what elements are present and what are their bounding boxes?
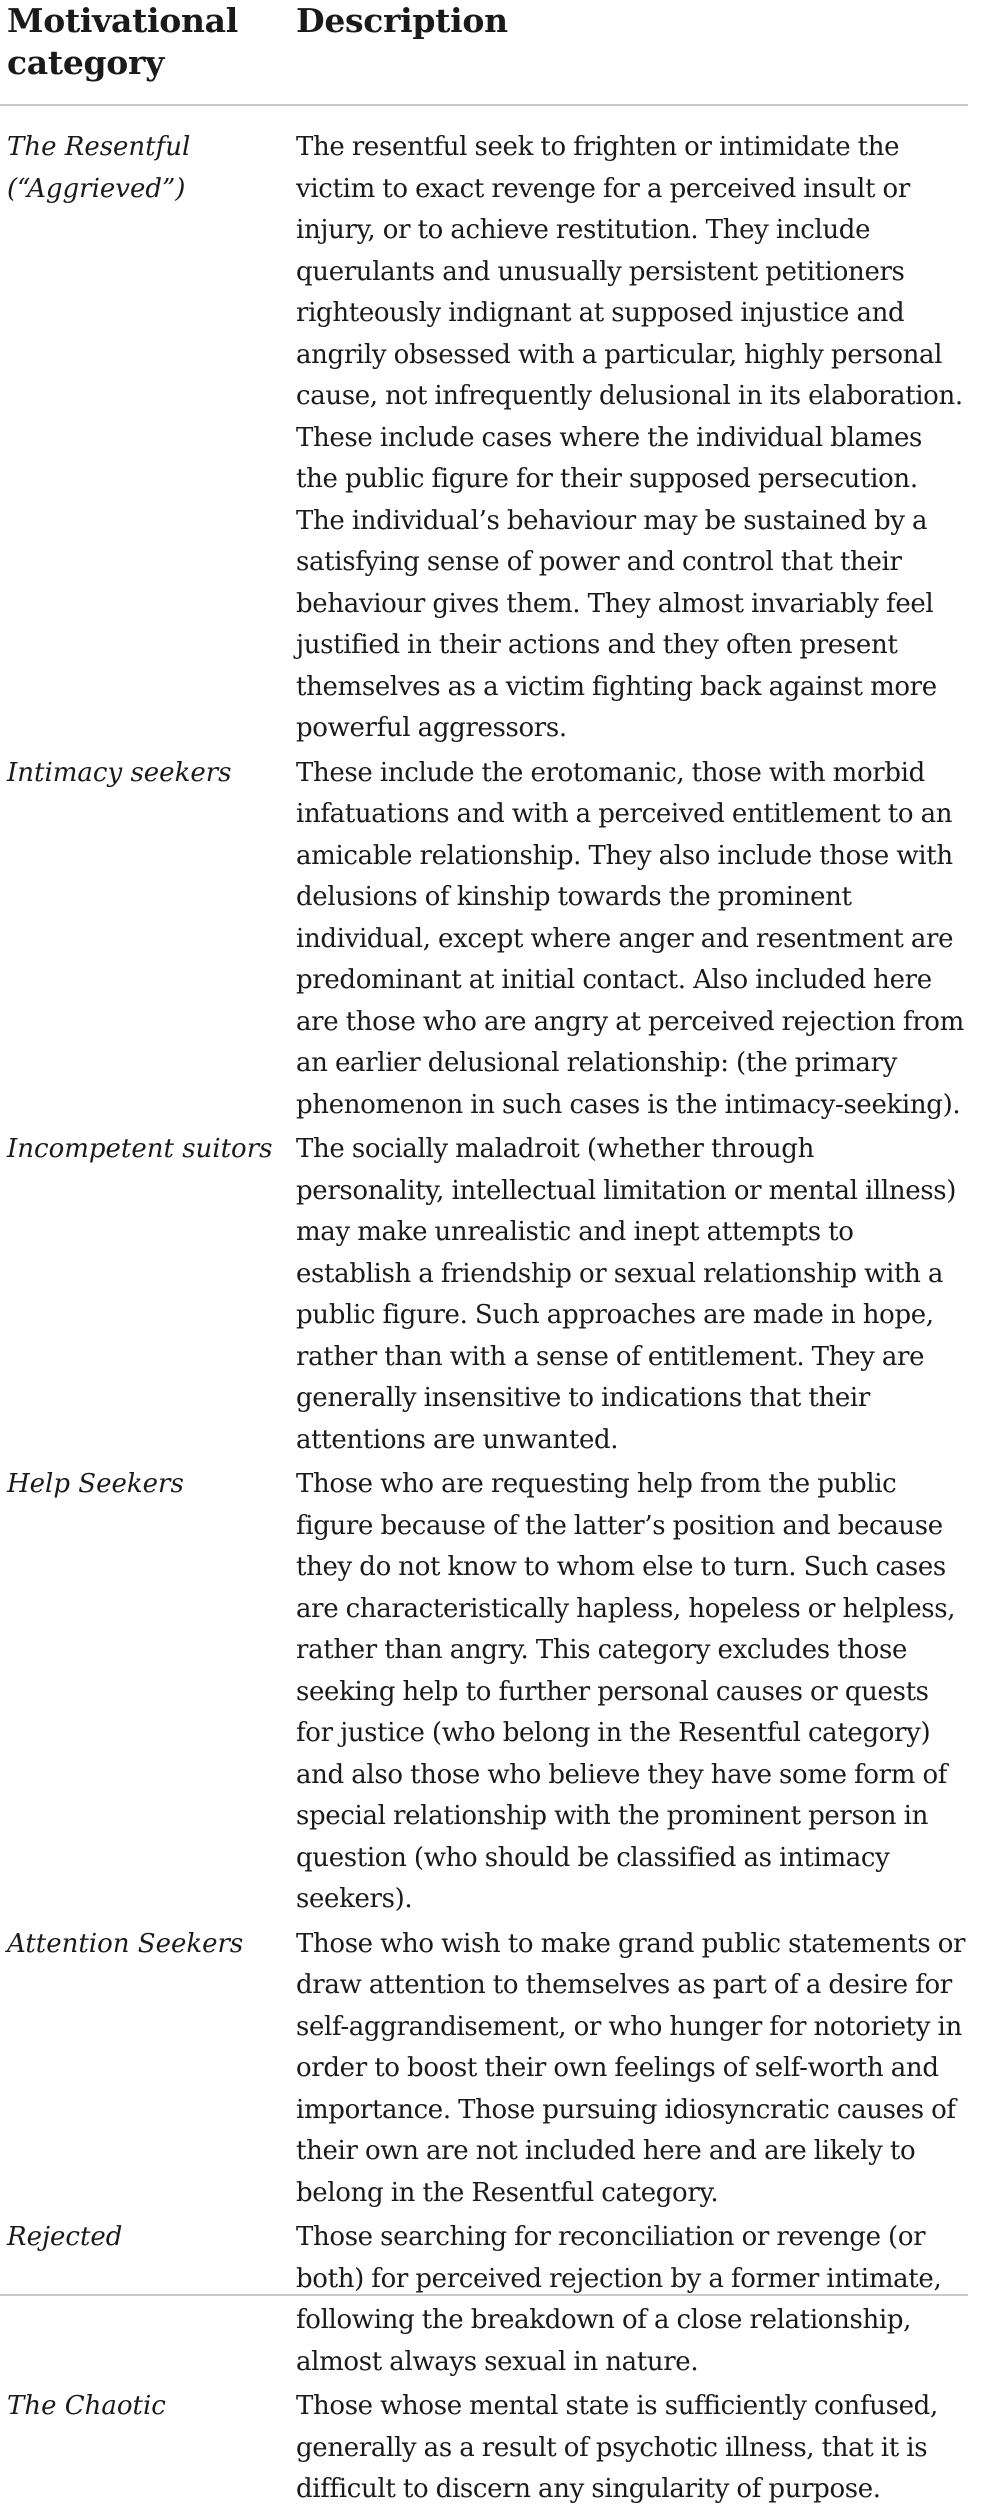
category-cell: Incompetent suitors <box>7 1134 273 1164</box>
category-cell: Rejected <box>7 2222 123 2252</box>
category-cell: The Resentful (“Aggrieved”) <box>7 132 191 204</box>
table-header-row <box>0 0 968 104</box>
description-cell: The socially maladroit (whether through personality, intellectual limitation or mental illness) may make unrealistic and inept attempts to establish a friendship or sexual relationship with a public figure. Such approaches are made in hope, rather than with a sense of entitlement. They are generally insensitive to indications that their attentions are unwanted. <box>296 1134 957 1455</box>
description-cell: These include the erotomanic, those with morbid infatuations and with a perceived entitlement to an amicable relationship. They also include those with delusions of kinship towards the prominent individual, except where anger and resentment are predominant at initial contact. Also included here are those who are angry at perceived rejection from an earlier delusional relationship: (the primary phenomenon in such cases is the intimacy-seeking). <box>296 757 964 1120</box>
description-cell: The resentful seek to frighten or intimidate the victim to exact revenge for a perceived insult or injury, or to achieve restitution. They include querulants and unusually persistent petitioners righteously indignant at supposed injustice and angrily obsessed with a particular, highly personal cause, not infrequently delusional in its elaboration. These include cases where the individual blames the public figure for their supposed persecution. The individual’s behaviour may be sustained by a satisfying sense of power and control that their behaviour gives them. They almost invariably feel justified in their actions and they often present themselves as a victim fighting back against more powerful aggressors. <box>296 132 963 743</box>
description-cell: Those who are requesting help from the public figure because of the latter’s position and because they do not know to whom else to turn. Such cases are characteristically hapless, hopeless or helpless, rather than angry. This category excludes those seeking help to further personal causes or quests for justice (who belong in the Resentful category) and also those who believe they have some form of special relationship with the prominent person in question (who should be classified as intimacy seekers). <box>296 1469 956 1914</box>
table-bottom-divider <box>0 2294 968 2296</box>
table-row <box>0 753 968 1127</box>
table-row <box>0 1924 968 2215</box>
category-cell: Intimacy seekers <box>7 757 232 788</box>
table-row <box>0 1129 968 1461</box>
table-row <box>0 127 968 750</box>
header-category: Motivational category <box>7 1 238 82</box>
header-description: Description <box>296 1 508 40</box>
table-row <box>0 1464 968 1921</box>
description-cell: Those who wish to make grand public statements or draw attention to themselves as part of a desire for self-aggrandisement, or who hunger for notoriety in order to boost their own feelings of self-worth and importance. Those pursuing idiosyncratic causes of their own are not included here and are likely to belong in the Resentful category. <box>296 1928 966 2208</box>
description-cell: Those searching for reconciliation or revenge (or both) for perceived rejection by a former intimate, following the breakdown of a close relationship, almost always sexual in nature. <box>296 2222 942 2377</box>
table-row <box>0 2217 968 2383</box>
category-cell: Attention Seekers <box>7 1928 244 1959</box>
category-cell: The Chaotic <box>7 2391 166 2421</box>
category-cell: Help Seekers <box>7 1469 184 1499</box>
description-cell: Those whose mental state is sufficiently confused, generally as a result of psychotic illness, that it is difficult to discern any singularity of purpose. <box>296 2391 938 2504</box>
header-divider <box>0 104 968 106</box>
table-body <box>0 127 968 2514</box>
table-row <box>0 2386 968 2511</box>
